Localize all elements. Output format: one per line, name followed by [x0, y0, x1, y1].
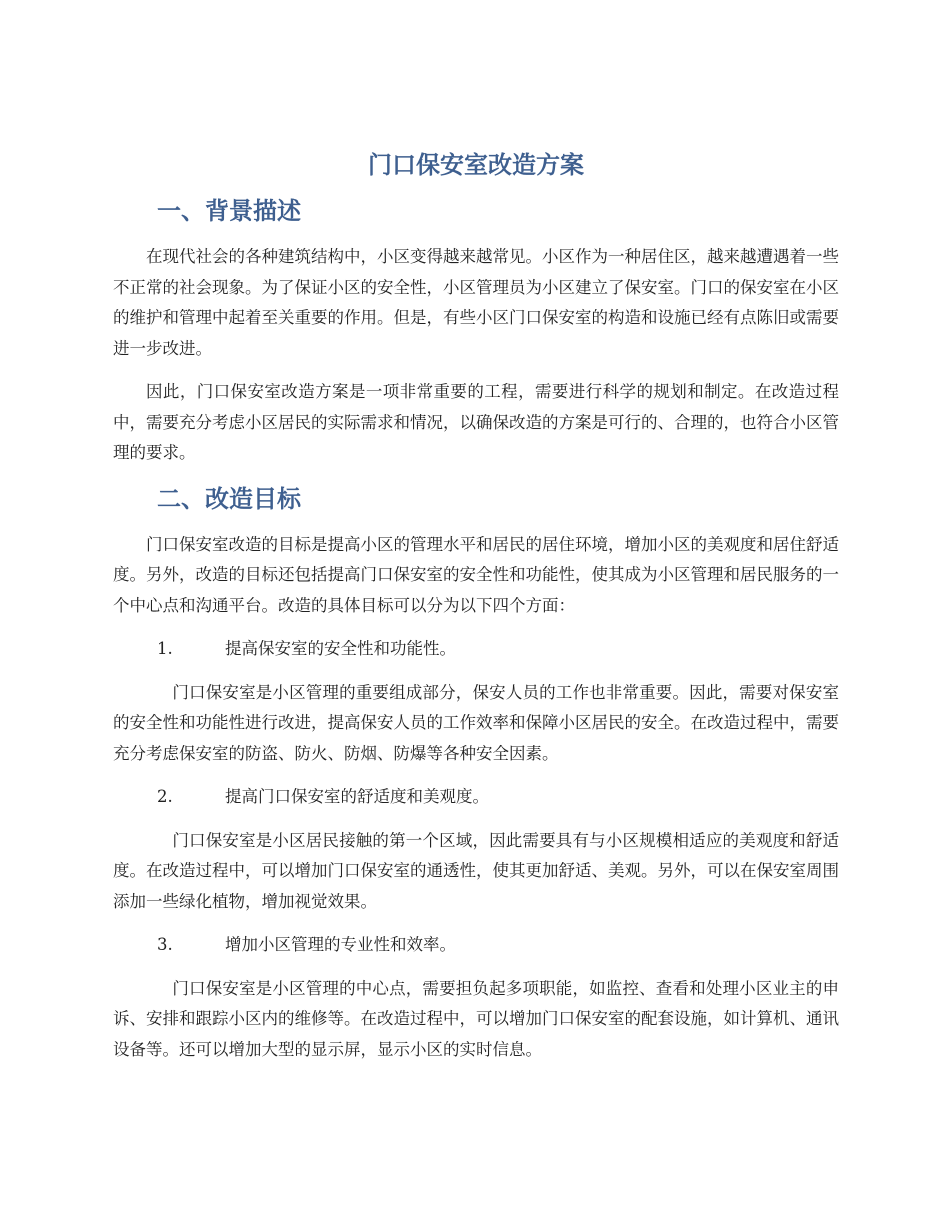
paragraph: 因此，门口保安室改造方案是一项非常重要的工程，需要进行科学的规划和制定。在改造过程中，需要充分考虑小区居民的实际需求和情况，以确保改造的方案是可行的、合理的，也符合小区管理的要求。	[113, 382, 839, 462]
section-heading-goals: 二、改造目标	[157, 484, 301, 513]
section-heading-background: 一、背景描述	[157, 197, 301, 225]
list-number: 1.	[157, 639, 173, 658]
document-page	[113, 140, 839, 1078]
paragraph: 门口保安室改造的目标是提高小区的管理水平和居民的居住环境，增加小区的美观度和居住舒适度。另外，改造的目标还包括提高门口保安室的安全性和功能性，使其成为小区管理和居民服务的一个中心点和沟通平台。改造的具体目标可以分为以下四个方面：	[113, 534, 839, 615]
list-item-title: 增加小区管理的专业性和效率。	[225, 935, 456, 954]
list-number: 3.	[157, 935, 173, 954]
paragraph: 门口保安室是小区管理的中心点，需要担负起多项职能，如监控、查看和处理小区业主的申诉、安排和跟踪小区内的维修等。在改造过程中，可以增加门口保安室的配套设施，如计算机、通讯设备等。还可以增加大型的显示屏，显示小区的实时信息。	[113, 978, 839, 1059]
list-item-title: 提高门口保安室的舒适度和美观度。	[225, 787, 489, 806]
paragraph: 门口保安室是小区居民接触的第一个区域，因此需要具有与小区规模相适应的美观度和舒适度。在改造过程中，可以增加门口保安室的通透性，使其更加舒适、美观。另外，可以在保安室周围添加一些绿化植物，增加视觉效果。	[113, 830, 839, 911]
document-title: 门口保安室改造方案	[368, 151, 584, 179]
list-item	[113, 634, 839, 665]
paragraph: 门口保安室是小区管理的重要组成部分，保安人员的工作也非常重要。因此，需要对保安室的安全性和功能性进行改进，提高保安人员的工作效率和保障小区居民的安全。在改造过程中，需要充分考虑保安室的防盗、防火、防烟、防爆等各种安全因素。	[113, 682, 839, 763]
list-item	[113, 930, 839, 961]
list-item-title: 提高保安室的安全性和功能性。	[225, 639, 456, 658]
list-item	[113, 782, 839, 813]
list-number: 2.	[157, 787, 173, 806]
paragraph: 在现代社会的各种建筑结构中，小区变得越来越常见。小区作为一种居住区，越来越遭遇着一些不正常的社会现象。为了保证小区的安全性，小区管理员为小区建立了保安室。门口的保安室在小区的维护和管理中起着至关重要的作用。但是，有些小区门口保安室的构造和设施已经有点陈旧或需要进一步改进。	[113, 247, 839, 358]
